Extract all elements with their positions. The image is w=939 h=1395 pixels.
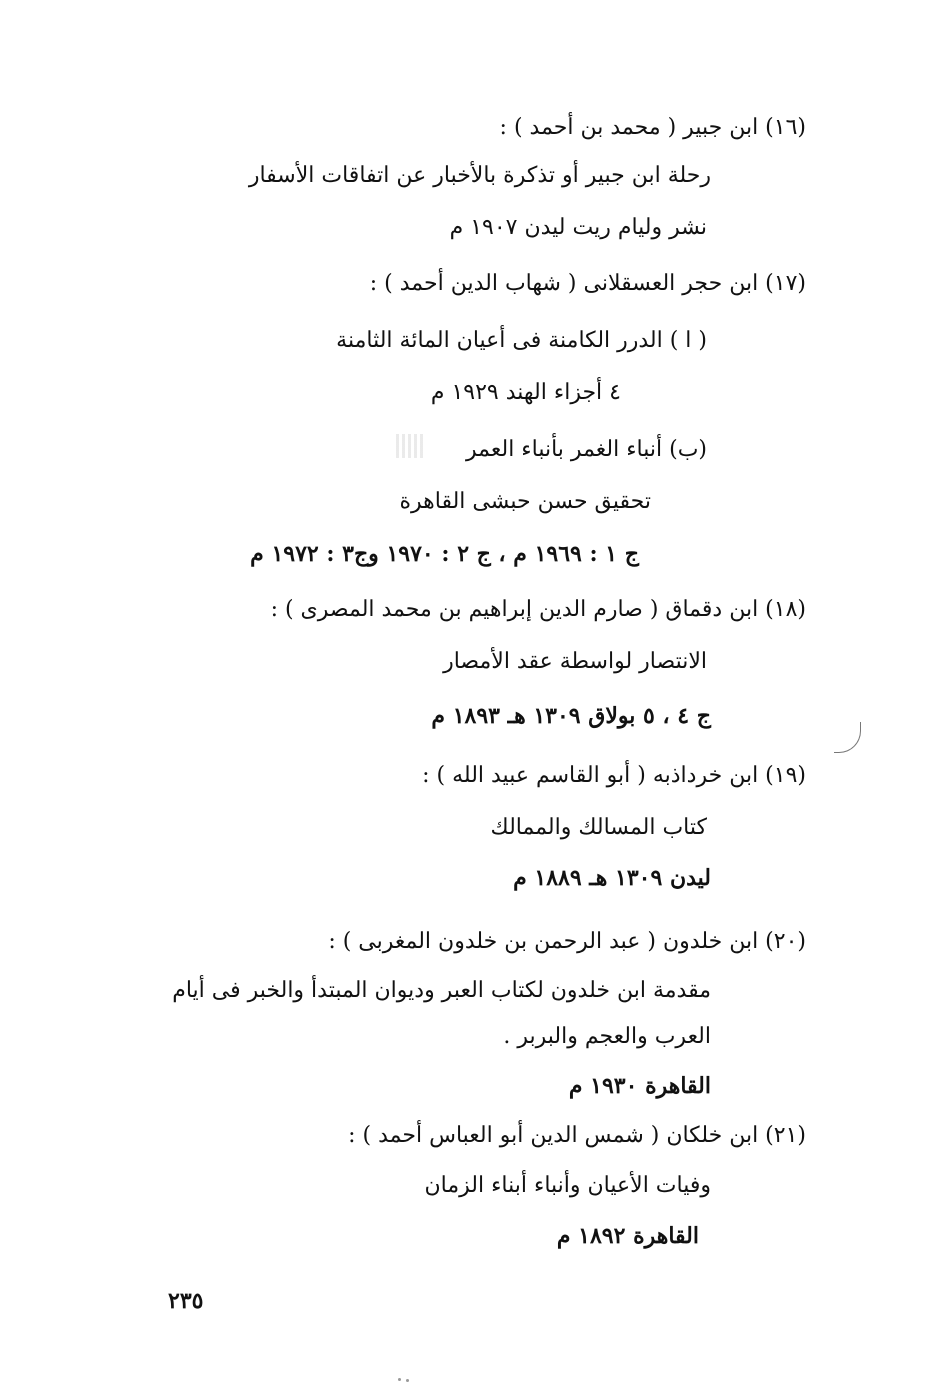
entry-21-heading: (٢١) ابن خلكان ( شمس الدين أبو العباس أحمد ) : [348,1123,806,1148]
entry-17a-publication: ٤ أجزاء الهند ١٩٢٩ م [430,380,621,405]
entry-18-publication: ج ٤ ، ٥ بولاق ١٣٠٩ هـ ١٨٩٣ م [431,703,711,729]
entry-18-title: الانتصار لواسطة عقد الأمصار [443,649,707,674]
entry-17-heading: (١٧) ابن حجر العسقلانى ( شهاب الدين أحمد ) : [369,271,806,296]
entry-17b-editor: تحقيق حسن حبشى القاهرة [399,489,651,514]
entry-21-title: وفيات الأعيان وأنباء أبناء الزمان [424,1173,711,1198]
page-number: ٢٣٥ [168,1288,204,1314]
entry-20-title-line-1: مقدمة ابن خلدون لكتاب العبر وديوان المبتدأ والخبر فى أيام [172,978,711,1003]
print-smudge [396,434,426,458]
print-speck [406,1379,409,1382]
entry-20-title-line-2: العرب والعجم والبربر . [503,1024,711,1049]
print-speck [398,1378,401,1381]
entry-17b-title: (ب) أنباء الغمر بأنباء العمر [466,437,707,462]
entry-16-title: رحلة ابن جبير أو تذكرة بالأخبار عن اتفاقات الأسفار [248,163,711,188]
entry-21-publication: القاهرة ١٨٩٢ م [556,1223,699,1249]
entry-16-heading: (١٦) ابن جبير ( محمد بن أحمد ) : [499,115,806,140]
entry-20-publication: القاهرة ١٩٣٠ م [568,1073,711,1099]
entry-19-title: كتاب المسالك والممالك [490,815,707,840]
entry-16-publication: نشر وليام ريت ليدن ١٩٠٧ م [449,215,707,240]
margin-mark [834,722,861,753]
entry-20-heading: (٢٠) ابن خلدون ( عبد الرحمن بن خلدون المغربى ) : [328,929,806,954]
entry-19-publication: ليدن ١٣٠٩ هـ ١٨٨٩ م [513,865,711,891]
entry-17b-volumes: ج ١ : ١٩٦٩ م ، ج ٢ : ١٩٧٠ وج٣ : ١٩٧٢ م [250,541,639,567]
entry-17a-title: ( ا ) الدرر الكامنة فى أعيان المائة الثامنة [336,328,707,353]
entry-19-heading: (١٩) ابن خرداذبه ( أبو القاسم عبيد الله ) : [422,763,806,788]
entry-18-heading: (١٨) ابن دقماق ( صارم الدين إبراهيم بن محمد المصرى ) : [270,597,806,622]
